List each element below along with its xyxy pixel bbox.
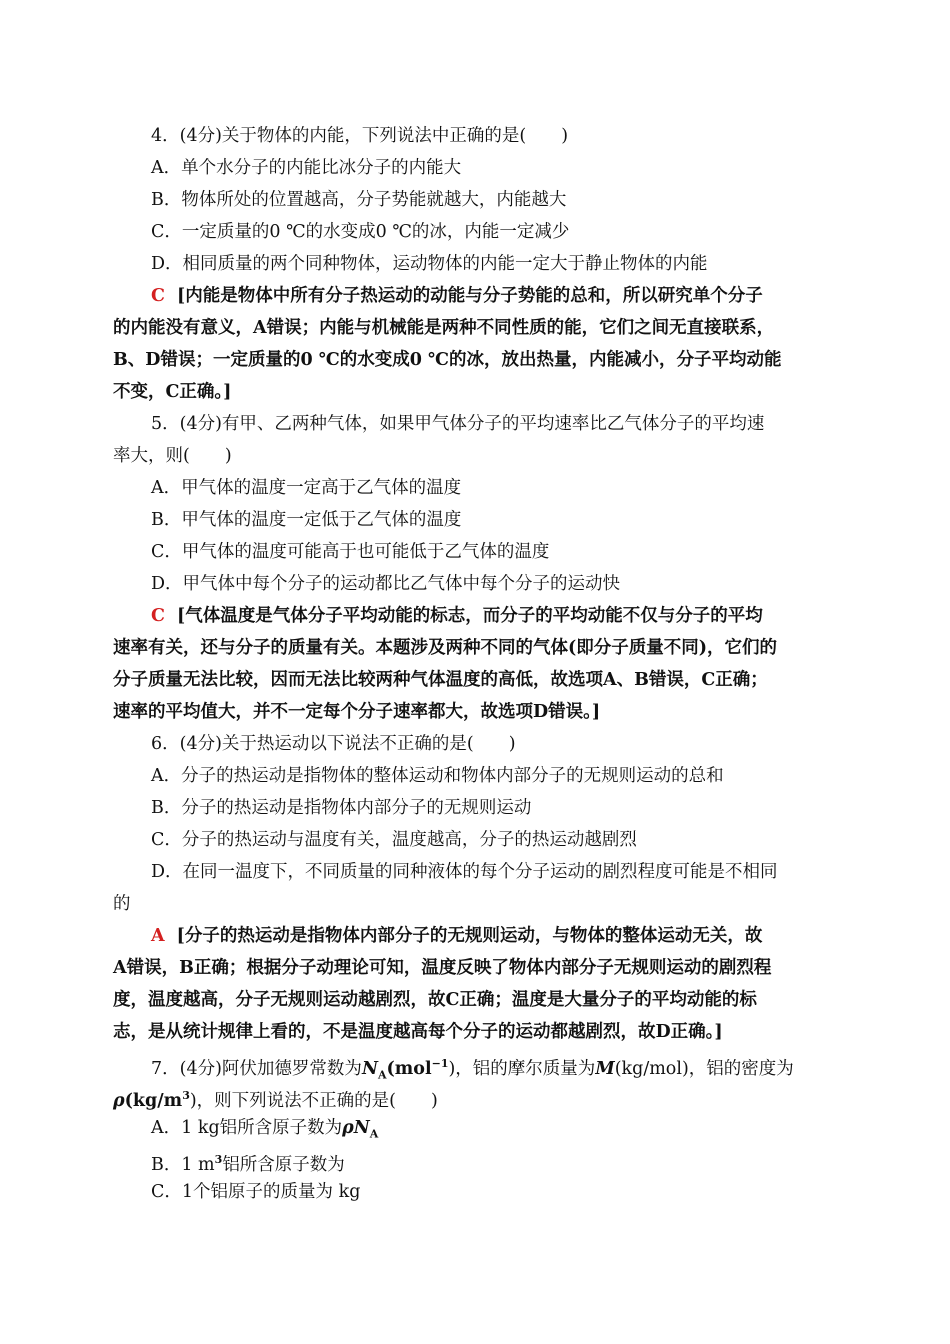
q7-molar-mass-symbol: M (595, 1058, 615, 1079)
q5-explanation-3: 分子质量无法比较，因而无法比较两种气体温度的高低，故选项A、B错误，C正确； (113, 670, 768, 690)
q4-stem: 4．(4分)关于物体的内能，下列说法中正确的是( ) (151, 126, 569, 146)
q7-option-b-text-a: B．1 m (151, 1154, 215, 1175)
q4-option-d: D．相同质量的两个同种物体，运动物体的内能一定大于静止物体的内能 (151, 254, 708, 274)
q4-explanation-4: 不变，C正确。] (113, 382, 232, 402)
q6-option-a: A．分子的热运动是指物体的整体运动和物体内部分子的无规则运动的总和 (151, 766, 724, 786)
q7-avogadro-symbol: N (361, 1058, 378, 1079)
q7-unit-mol: (mol (386, 1058, 432, 1079)
q7-stem-text-c: (kg/mol)，铝的密度为 (614, 1058, 794, 1079)
q7-option-b (151, 1148, 881, 1177)
q7-avogadro-sub: A (377, 1068, 387, 1082)
q5-option-a: A．甲气体的温度一定高于乙气体的温度 (151, 478, 462, 498)
q6-explanation-2: A错误，B正确；根据分子动理论可知，温度反映了物体内部分子无规则运动的剧烈程 (113, 958, 772, 978)
q5-stem-1: 5．(4分)有甲、乙两种气体，如果甲气体分子的平均速率比乙气体分子的平均速 (151, 414, 765, 434)
q7-stem-text-e: )，则下列说法不正确的是( ) (189, 1090, 438, 1111)
q6-explanation-3: 度，温度越高，分子无规则运动越剧烈，故C正确；温度是大量分子的平均动能的标 (113, 990, 757, 1010)
q5-explanation-2: 速率有关，还与分子的质量有关。本题涉及两种不同的气体(即分子质量不同)，它们的 (113, 638, 778, 658)
q4-explanation-2: 的内能没有意义，A错误；内能与机械能是两种不同性质的能，它们之间无直接联系， (113, 318, 775, 338)
q4-option-b: B．物体所处的位置越高，分子势能就越大，内能越大 (151, 190, 567, 210)
q7-unit-mol-exp: −1 (431, 1057, 449, 1070)
q7-option-b-exp: 3 (214, 1153, 223, 1166)
q6-answer-line (151, 924, 843, 948)
q5-option-b: B．甲气体的温度一定低于乙气体的温度 (151, 510, 462, 530)
q5-stem-2: 率大，则( ) (113, 446, 232, 466)
q4-explanation-3: B、D错误；一定质量的0 ℃的水变成0 ℃的冰，放出热量，内能减小，分子平均动能 (113, 350, 782, 370)
q7-option-a-expr: ρN (342, 1118, 370, 1138)
q5-answer-letter: C (151, 606, 165, 626)
q4-answer-line (151, 284, 843, 308)
q4-answer-letter: C (151, 286, 165, 306)
q7-density-symbol: ρ (113, 1090, 125, 1111)
q7-option-a (151, 1116, 881, 1147)
q6-option-d-cont: 的 (113, 894, 131, 914)
q7-stem-2 (113, 1084, 843, 1113)
q7-density-unit-exp: 3 (182, 1089, 190, 1102)
q4-option-a: A．单个水分子的内能比冰分子的内能大 (151, 158, 462, 178)
q7-stem-1 (151, 1052, 881, 1087)
q6-explanation-1: [分子的热运动是指物体内部分子的无规则运动，与物体的整体运动无关，故 (176, 926, 763, 946)
q5-option-c: C．甲气体的温度可能高于也可能低于乙气体的温度 (151, 542, 550, 562)
q5-explanation-1: [气体温度是气体分子平均动能的标志，而分子的平均动能不仅与分子的平均 (176, 606, 763, 626)
q4-explanation-1: [内能是物体中所有分子热运动的动能与分子势能的总和，所以研究单个分子 (176, 286, 763, 306)
q5-answer-line (151, 604, 843, 628)
q7-stem-text-b: )，铝的摩尔质量为 (448, 1058, 596, 1079)
q6-option-d: D．在同一温度下，不同质量的同种液体的每个分子运动的剧烈程度可能是不相同 (151, 862, 778, 882)
q7-stem-text-a: 7．(4分)阿伏加德罗常数为 (151, 1058, 362, 1079)
q6-explanation-4: 志，是从统计规律上看的，不是温度越高每个分子的运动都越剧烈，故D正确。] (113, 1022, 723, 1042)
q4-option-c: C．一定质量的0 ℃的水变成0 ℃的冰，内能一定减少 (151, 222, 570, 242)
q7-option-b-text-b: 铝所含原子数为 (222, 1154, 345, 1175)
q6-option-c: C．分子的热运动与温度有关，温度越高，分子的热运动越剧烈 (151, 830, 637, 850)
q7-option-c: C．1个铝原子的质量为 kg (151, 1182, 361, 1202)
q5-option-d: D．甲气体中每个分子的运动都比乙气体中每个分子的运动快 (151, 574, 621, 594)
q7-density-unit: (kg/m (124, 1090, 183, 1111)
q6-answer-letter: A (151, 926, 165, 946)
q7-option-a-sub: A (369, 1127, 379, 1141)
q6-option-b: B．分子的热运动是指物体内部分子的无规则运动 (151, 798, 532, 818)
q7-option-a-text: A．1 kg铝所含原子数为 (151, 1118, 343, 1138)
q6-stem: 6．(4分)关于热运动以下说法不正确的是( ) (151, 734, 516, 754)
q5-explanation-4: 速率的平均值大，并不一定每个分子速率都大，故选项D错误。] (113, 702, 601, 722)
